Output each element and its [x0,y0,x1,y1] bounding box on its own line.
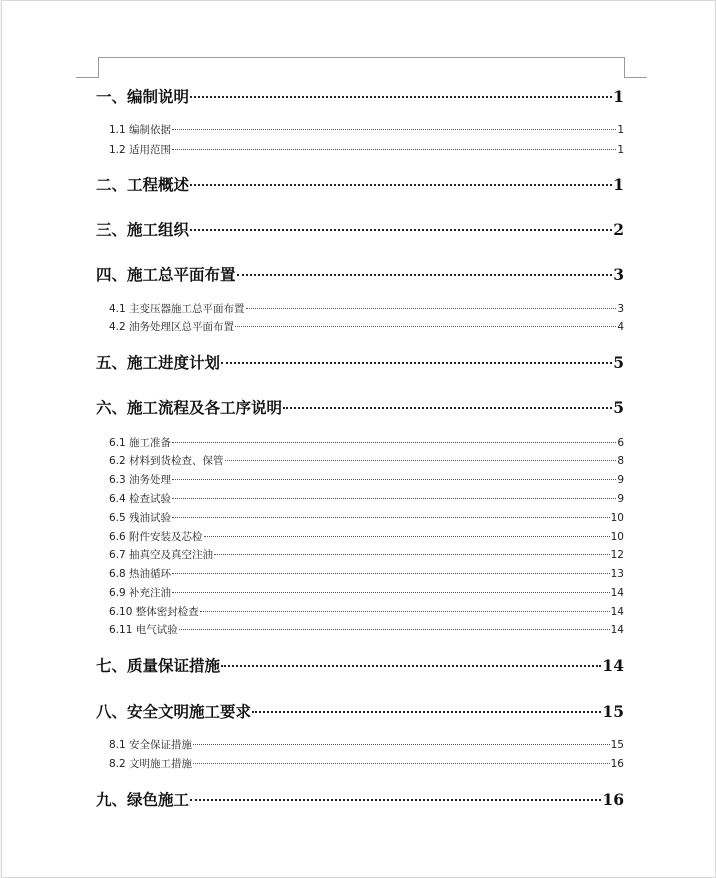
margin-corner-top-right [624,57,647,78]
toc-entry[interactable]: 6.4 检查试验 9 [109,493,624,505]
toc-entry[interactable]: 1.2 适用范围 1 [109,144,624,156]
toc-entry[interactable]: 6.8 热油循环 13 [109,568,624,580]
toc-entry[interactable]: 4.2 油务处理区总平面布置 4 [109,321,624,333]
toc-entry[interactable]: 六、施工流程及各工序说明 5 [96,398,624,417]
toc-entry[interactable]: 8.1 安全保证措施 15 [109,739,624,751]
toc-entry[interactable]: 6.2 材料到货检查、保管 8 [109,455,624,467]
toc-entry[interactable]: 6.10 整体密封检查 14 [109,606,624,618]
toc-entry[interactable]: 二、工程概述 1 [96,175,624,194]
toc-entry[interactable]: 八、安全文明施工要求 15 [96,702,624,721]
toc-entry[interactable]: 1.1 编制依据 1 [109,124,624,136]
toc-entry[interactable]: 一、编制说明 1 [96,87,624,106]
toc-entry[interactable]: 6.3 油务处理 9 [109,474,624,486]
header-rule [98,57,624,58]
toc-entry[interactable]: 九、绿色施工 16 [96,790,624,809]
toc-entry[interactable]: 七、质量保证措施 14 [96,656,624,675]
margin-corner-top-left [76,57,99,78]
toc-entry[interactable]: 8.2 文明施工措施 16 [109,758,624,770]
toc-entry[interactable]: 四、施工总平面布置 3 [96,265,624,284]
toc-entry[interactable]: 五、施工进度计划 5 [96,353,624,372]
toc-entry[interactable]: 6.11 电气试验 14 [109,624,624,636]
toc-entry[interactable]: 4.1 主变压器施工总平面布置 3 [109,303,624,315]
toc-entry[interactable]: 6.6 附件安装及芯检 10 [109,531,624,543]
toc-entry[interactable]: 三、施工组织 2 [96,220,624,239]
toc-entry[interactable]: 6.9 补充注油 14 [109,587,624,599]
toc-entry[interactable]: 6.1 施工准备 6 [109,437,624,449]
toc-entry[interactable]: 6.7 抽真空及真空注油 12 [109,549,624,561]
toc-entry[interactable]: 6.5 残油试验 10 [109,512,624,524]
